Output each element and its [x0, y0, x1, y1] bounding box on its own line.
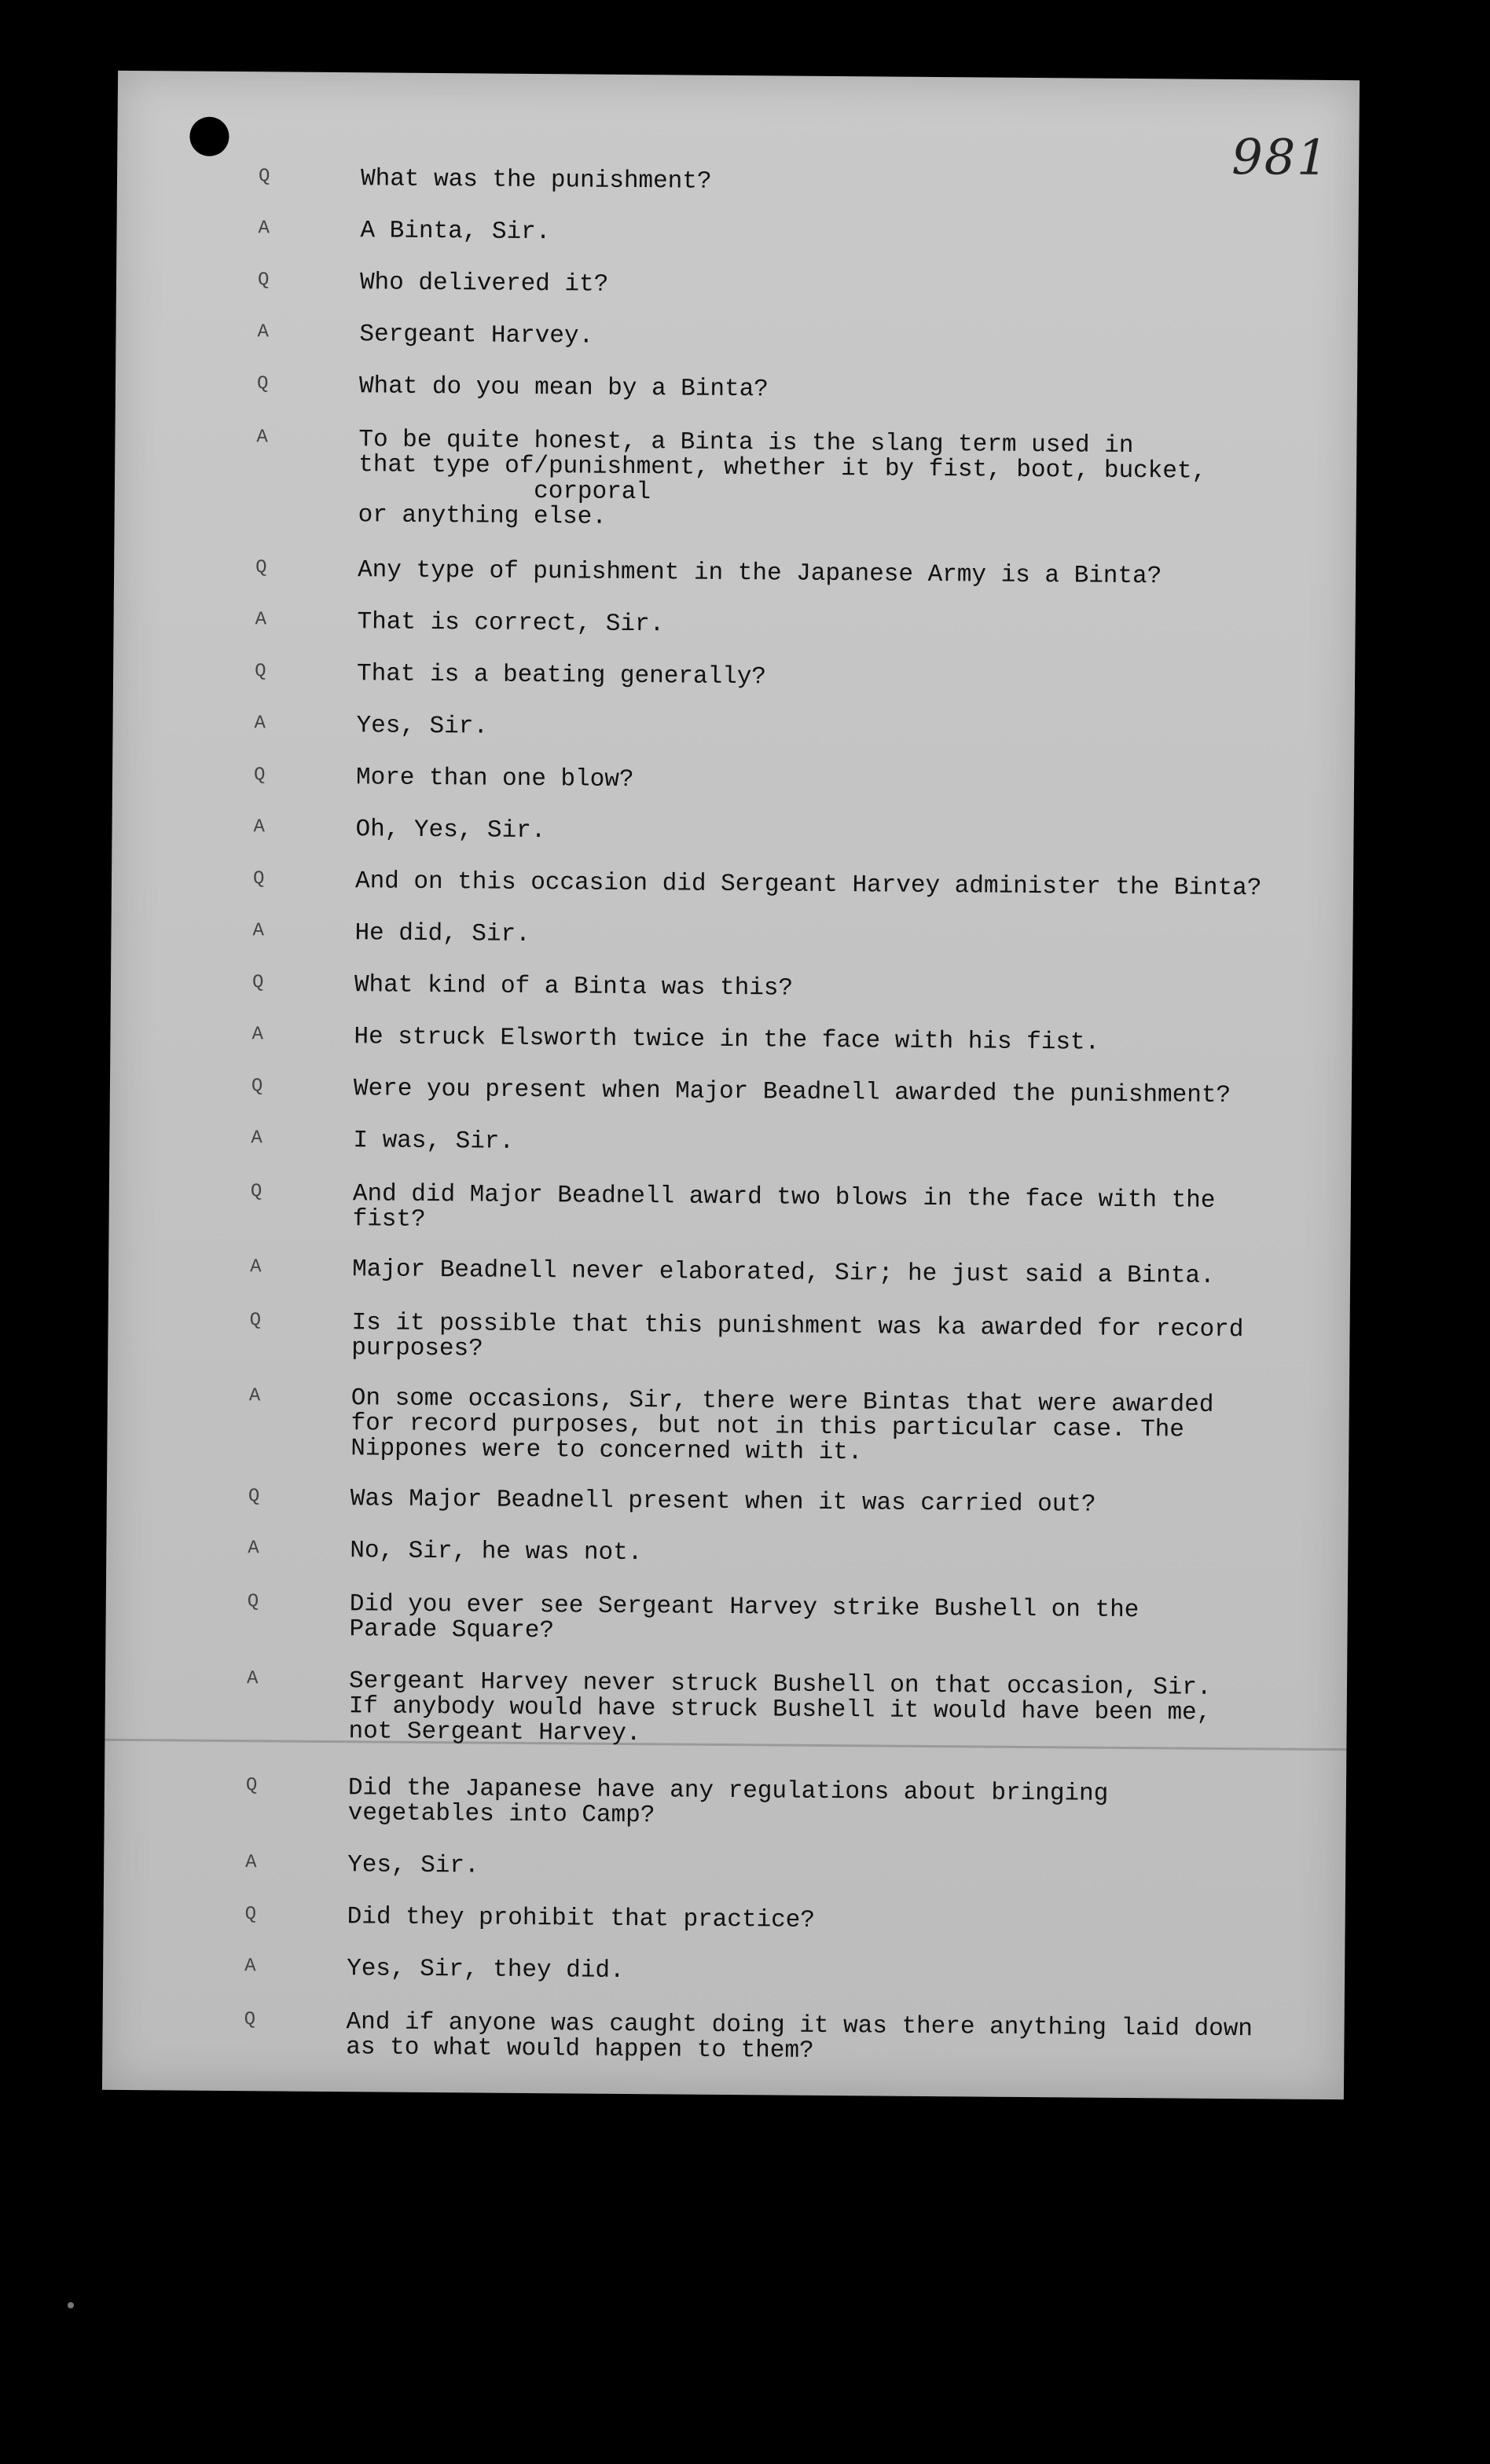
question-marker: Q	[255, 661, 266, 683]
answer-text: Yes, Sir.	[347, 1851, 479, 1880]
answer-marker: A	[248, 1385, 261, 1407]
transcript-entry	[116, 321, 1358, 350]
answer-text: To be quite honest, a Binta is the slang term used in that type of/punishment, whether it by fist, boot, bucket, corporal or anything else.	[358, 426, 1207, 531]
transcript-entry	[108, 1309, 1350, 1363]
question-marker: Q	[257, 270, 270, 292]
question-text: And on this occasion did Sergeant Harvey administer the Binta?	[354, 867, 1262, 903]
transcript-entry	[114, 556, 1356, 591]
question-marker: Q	[249, 1310, 262, 1332]
answer-text: He struck Elsworth twice in the face with his fist.	[354, 1023, 1100, 1057]
transcript-entry	[108, 1256, 1350, 1290]
question-text: That is a beating generally?	[356, 660, 767, 691]
transcript-entry	[106, 1537, 1348, 1568]
question-marker: Q	[252, 868, 265, 890]
answer-marker: A	[258, 218, 270, 240]
transcript-entry	[104, 1851, 1345, 1880]
transcript-entry	[103, 2008, 1345, 2065]
transcript-entry	[111, 1023, 1352, 1057]
transcript-entry	[108, 1384, 1349, 1467]
answer-marker: A	[251, 1024, 263, 1046]
transcript-entry	[105, 1667, 1347, 1748]
answer-marker: A	[246, 1668, 259, 1690]
question-marker: Q	[250, 1181, 262, 1203]
question-marker: Q	[248, 1486, 260, 1508]
answer-text: He did, Sir.	[354, 919, 530, 948]
answer-marker: A	[253, 816, 266, 838]
question-text: Any type of punishment in the Japanese Army is a Binta?	[357, 556, 1162, 591]
scan-speck	[68, 2302, 74, 2308]
question-text: Was Major Beadnell present when it was carried out?	[350, 1485, 1096, 1519]
transcript-entry	[107, 1485, 1349, 1519]
question-marker: Q	[245, 1775, 258, 1797]
transcript-entry	[103, 1955, 1345, 1985]
question-marker: Q	[256, 373, 269, 395]
question-marker: Q	[253, 764, 266, 786]
transcript-entry	[106, 1590, 1348, 1645]
typed-page	[102, 71, 1360, 2099]
question-text: Were you present when Major Beadnell awarded the punishment?	[353, 1075, 1231, 1109]
question-text: And if anyone was caught doing it was there anything laid down as to what would happen to them?	[346, 2008, 1253, 2065]
answer-text: Yes, Sir, they did.	[347, 1955, 625, 1985]
answer-text: Sergeant Harvey.	[359, 321, 594, 350]
question-text: What do you mean by a Binta?	[358, 372, 769, 404]
answer-text: Sergeant Harvey never struck Bushell on that occasion, Sir. If anybody would have struck Bushell it would have been me, not Sergeant Harvey.	[348, 1667, 1212, 1748]
answer-text: Oh, Yes, Sir.	[355, 816, 546, 845]
transcript-entry	[116, 372, 1357, 404]
transcript-entry	[112, 764, 1354, 794]
transcript-entry	[116, 426, 1357, 531]
answer-marker: A	[257, 321, 270, 343]
answer-marker: A	[255, 609, 267, 631]
question-text: Did you ever see Sergeant Harvey strike Bushell on the Parade Square?	[349, 1590, 1140, 1645]
answer-text: Yes, Sir.	[356, 712, 489, 741]
answer-marker: A	[248, 1538, 259, 1560]
answer-text: I was, Sir.	[353, 1127, 515, 1156]
answer-marker: A	[254, 713, 266, 735]
transcript-entry	[109, 1180, 1351, 1234]
transcript-entry	[113, 712, 1355, 741]
question-marker: Q	[251, 972, 264, 994]
question-marker: Q	[258, 166, 270, 188]
page-number: 981	[1231, 127, 1330, 186]
transcript-entry	[112, 919, 1353, 948]
question-text: Is it possible that this punishment was ka awarded for record purposes?	[351, 1309, 1244, 1363]
question-text: And did Major Beadnell award two blows in the face with the fist?	[352, 1180, 1216, 1234]
answer-marker: A	[252, 920, 265, 942]
transcript-entry	[112, 816, 1354, 845]
answer-text: That is correct, Sir.	[357, 608, 665, 639]
transcript-entry	[113, 660, 1355, 691]
transcript-entry	[112, 867, 1353, 903]
answer-text: On some occasions, Sir, there were Bintas that were awarded for record purposes, but not in this particular case. The Nippones were to concerned with it.	[350, 1384, 1214, 1467]
question-text: What was the punishment?	[360, 165, 712, 196]
question-text: Who delivered it?	[359, 269, 609, 299]
transcript-entry	[117, 165, 1359, 196]
question-marker: Q	[244, 1904, 257, 1926]
transcript-entry	[110, 1127, 1352, 1156]
answer-marker: A	[250, 1256, 262, 1278]
question-text: Did they prohibit that practice?	[347, 1903, 816, 1934]
transcript-entry	[111, 971, 1352, 1003]
transcript-list	[102, 71, 1360, 2099]
answer-text: No, Sir, he was not.	[350, 1537, 643, 1568]
question-marker: Q	[255, 557, 267, 579]
answer-marker: A	[244, 1956, 256, 1978]
question-marker: Q	[251, 1076, 263, 1098]
transcript-entry	[105, 1774, 1346, 1830]
answer-marker: A	[245, 1852, 257, 1874]
answer-text: A Binta, Sir.	[360, 217, 551, 247]
question-marker: Q	[247, 1591, 259, 1613]
question-marker: Q	[244, 2009, 256, 2031]
answer-marker: A	[256, 427, 268, 449]
question-text: More than one blow?	[355, 764, 634, 794]
transcript-entry	[110, 1075, 1352, 1109]
question-text: Did the Japanese have any regulations about bringing vegetables into Camp?	[347, 1774, 1109, 1830]
question-text: What kind of a Binta was this?	[354, 971, 794, 1003]
answer-marker: A	[251, 1128, 262, 1150]
answer-text: Major Beadnell never elaborated, Sir; he just said a Binta.	[352, 1256, 1215, 1290]
transcript-entry	[114, 608, 1356, 639]
transcript-entry	[117, 217, 1359, 247]
transcript-entry	[104, 1903, 1345, 1934]
transcript-entry	[116, 269, 1358, 299]
